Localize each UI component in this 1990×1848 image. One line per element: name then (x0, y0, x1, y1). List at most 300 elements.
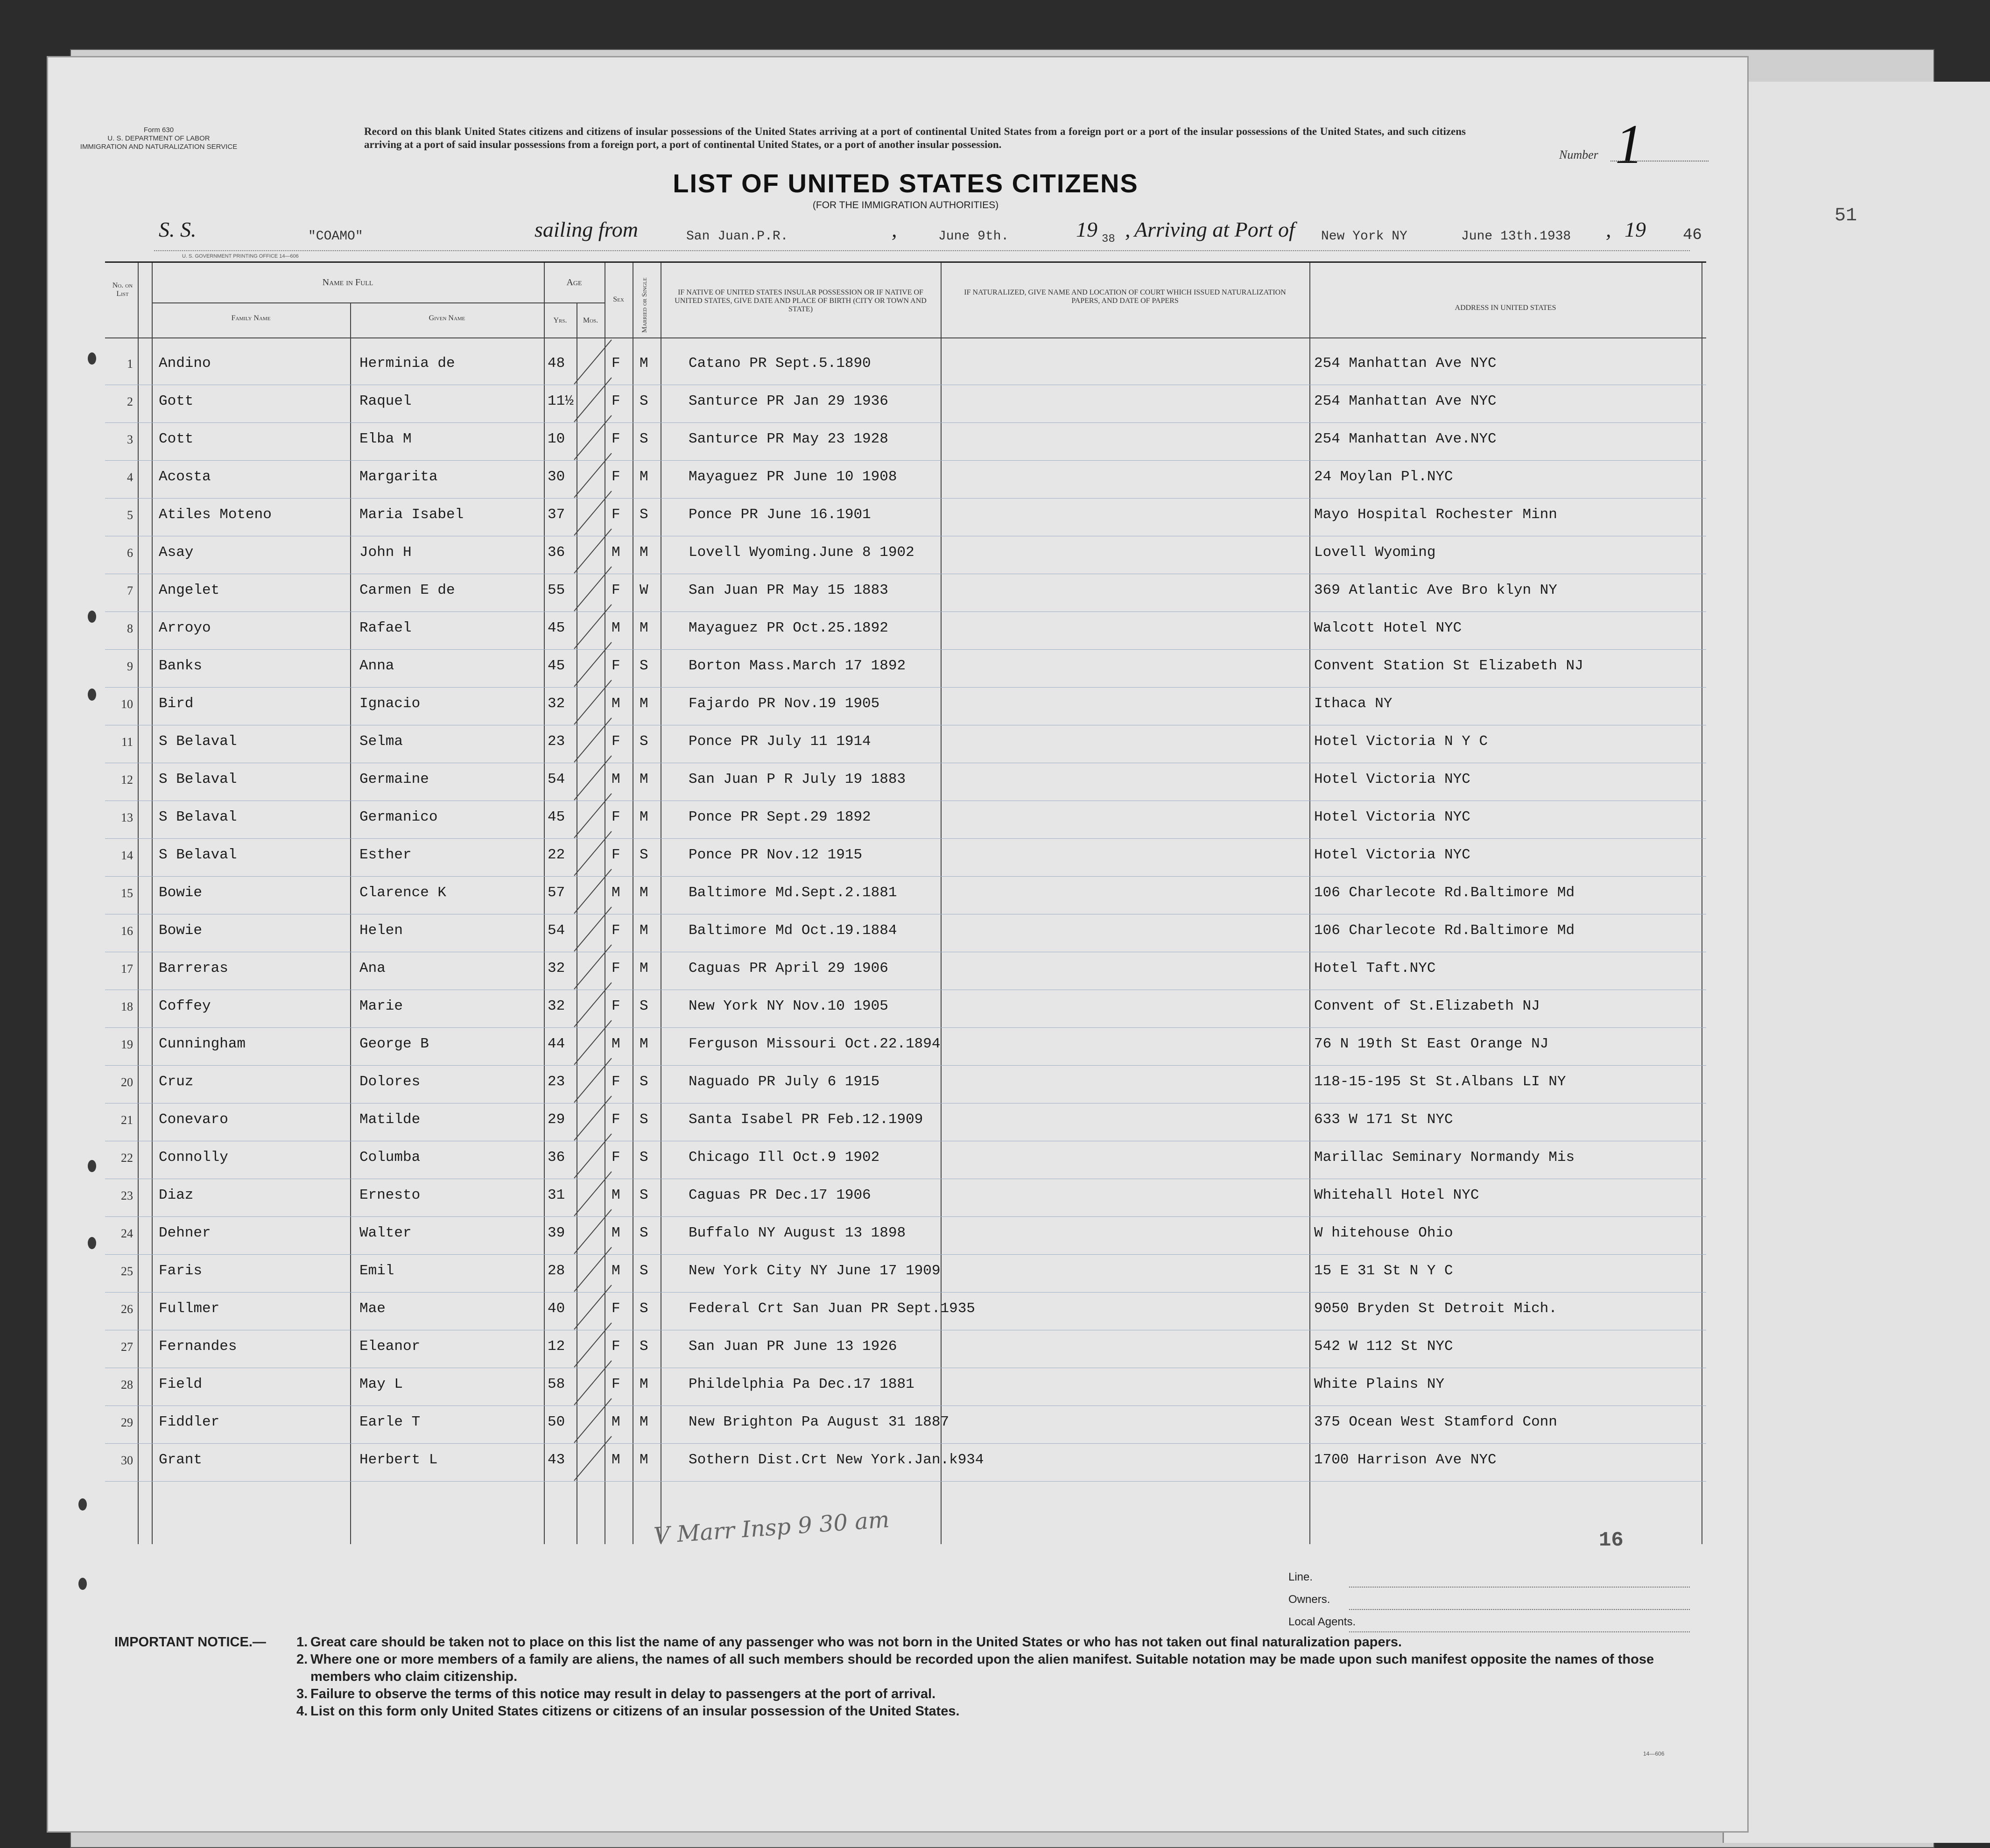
family-name: S Belaval (159, 847, 237, 863)
family-name: Grant (159, 1452, 203, 1468)
departure-year: 38 (1102, 233, 1115, 246)
us-address: 24 Moylan Pl.NYC (1314, 469, 1453, 485)
table-row (105, 460, 1706, 499)
family-name: Faris (159, 1263, 203, 1279)
us-address: 76 N 19th St East Orange NJ (1314, 1036, 1549, 1052)
marital-status: S (640, 1300, 648, 1317)
age-years: 40 (548, 1300, 565, 1317)
birth-place-date: Borton Mass.March 17 1892 (689, 658, 906, 674)
marital-status: W (640, 582, 648, 598)
marital-status: S (640, 1263, 648, 1279)
given-name: Ana (359, 960, 386, 977)
arrival-port: New York NY (1321, 229, 1407, 244)
marital-status: M (640, 771, 648, 787)
notice-item: 2. Where one or more members of a family are aliens, the names of all such members should be recorded upon the alien manifest. Suitable notation may be made upon such manifest opposite the names of those members who claim citizenship. (296, 1652, 1654, 1684)
given-name: Rafael (359, 620, 412, 636)
row-number: 22 (121, 1151, 133, 1165)
binding-hole (88, 1237, 96, 1249)
row-number: 30 (121, 1454, 133, 1467)
us-address: Mayo Hospital Rochester Minn (1314, 506, 1557, 523)
family-name: Bowie (159, 922, 203, 939)
marital-status: S (640, 1225, 648, 1241)
family-name: S Belaval (159, 733, 237, 750)
row-number: 18 (121, 1000, 133, 1013)
sex: M (612, 620, 620, 636)
age-years: 32 (548, 960, 565, 977)
page-title: LIST OF UNITED STATES CITIZENS (673, 169, 1139, 198)
table-row (105, 1027, 1706, 1066)
intro-instructions: Record on this blank United States citizens and citizens of insular possessions of the United States arriving at a port of continental United States from a foreign port or a port of the insular possessions of the United States, and such citizens arriving at a port of said insular possessions from a foreign port, a port of continental United States, or a port of another insular possession. (364, 126, 1466, 150)
birth-place-date: Ponce PR June 16.1901 (689, 506, 871, 523)
table-row (105, 763, 1706, 801)
notice-item: 1. Great care should be taken not to place on this list the name of any passenger who was not born in the United States or who has not taken out final naturalization papers. (296, 1635, 1402, 1650)
list-number-value: 1 (1615, 113, 1643, 175)
sex: F (612, 1149, 620, 1166)
given-name: John H (359, 544, 412, 561)
service-name: IMMIGRATION AND NATURALIZATION SERVICE (80, 143, 238, 151)
family-name: Fiddler (159, 1414, 220, 1430)
sex: F (612, 733, 620, 750)
table-row (105, 1065, 1706, 1103)
col-age-years: Yrs. (553, 316, 567, 324)
us-address: Hotel Victoria N Y C (1314, 733, 1488, 750)
sex: M (612, 1225, 620, 1241)
given-name: Raquel (359, 393, 412, 409)
table-row (105, 611, 1706, 650)
row-number: 7 (127, 584, 133, 597)
inspector-signature: V Marr Insp 9 30 am (653, 1506, 890, 1549)
age-years: 37 (548, 506, 565, 523)
us-address: W hitehouse Ohio (1314, 1225, 1453, 1241)
birth-place-date: Baltimore Md Oct.19.1884 (689, 922, 897, 939)
department-name: U. S. DEPARTMENT OF LABOR (107, 134, 210, 142)
sex: F (612, 431, 620, 447)
age-years: 43 (548, 1452, 565, 1468)
row-number: 24 (121, 1227, 133, 1240)
row-number: 25 (121, 1265, 133, 1278)
sex: M (612, 1187, 620, 1203)
departure-date: June 9th. (938, 229, 1009, 244)
given-name: Mae (359, 1300, 386, 1317)
ss-label: S. S. (159, 218, 197, 241)
table-row (105, 1443, 1706, 1482)
birth-place-date: Federal Crt San Juan PR Sept.1935 (689, 1300, 975, 1317)
age-years: 48 (548, 355, 565, 372)
table-row (105, 1103, 1706, 1141)
table-row (105, 1405, 1706, 1444)
sex: M (612, 771, 620, 787)
birth-place-date: Ponce PR July 11 1914 (689, 733, 871, 750)
us-address: 254 Manhattan Ave NYC (1314, 393, 1497, 409)
age-years: 10 (548, 431, 565, 447)
family-name: Barreras (159, 960, 228, 977)
table-row (105, 876, 1706, 914)
family-name: Fullmer (159, 1300, 220, 1317)
given-name: Earle T (359, 1414, 421, 1430)
sex: F (612, 355, 620, 372)
page-subtitle: (FOR THE IMMIGRATION AUTHORITIES) (812, 200, 999, 211)
sex: F (612, 1074, 620, 1090)
row-number: 13 (121, 811, 133, 824)
given-name: Clarence K (359, 885, 447, 901)
sex: F (612, 922, 620, 939)
marital-status: S (640, 847, 648, 863)
given-name: May L (359, 1376, 403, 1392)
birth-place-date: San Juan PR June 13 1926 (689, 1338, 897, 1355)
age-years: 54 (548, 771, 565, 787)
row-number: 1 (127, 357, 133, 371)
marital-status: M (640, 885, 648, 901)
sex: F (612, 393, 620, 409)
col-given-name: Given Name (429, 314, 465, 322)
given-name: Germanico (359, 809, 438, 825)
table-row (105, 385, 1706, 423)
marital-status: M (640, 1452, 648, 1468)
us-address: 254 Manhattan Ave.NYC (1314, 431, 1497, 447)
row-number: 27 (121, 1340, 133, 1354)
row-number: 28 (121, 1378, 133, 1391)
us-address: Hotel Victoria NYC (1314, 809, 1470, 825)
col-family-name: Family Name (231, 314, 271, 322)
col-age: Age (566, 277, 582, 288)
age-years: 50 (548, 1414, 565, 1430)
us-address: 1700 Harrison Ave NYC (1314, 1452, 1497, 1468)
arriving-label: Arriving at Port of (1134, 218, 1295, 241)
marital-status: S (640, 1187, 648, 1203)
us-address: 15 E 31 St N Y C (1314, 1263, 1453, 1279)
table-row (105, 914, 1706, 952)
age-years: 28 (548, 1263, 565, 1279)
family-name: Atiles Moteno (159, 506, 272, 523)
given-name: Anna (359, 658, 394, 674)
birth-place-date: Ponce PR Nov.12 1915 (689, 847, 863, 863)
marital-status: S (640, 1111, 648, 1128)
marital-status: M (640, 1376, 648, 1392)
given-name: Eleanor (359, 1338, 421, 1355)
birth-place-date: Lovell Wyoming.June 8 1902 (689, 544, 914, 561)
given-name: Ernesto (359, 1187, 421, 1203)
family-name: Banks (159, 658, 203, 674)
sex: F (612, 469, 620, 485)
given-name: Elba M (359, 431, 412, 447)
binding-hole (78, 1498, 87, 1511)
age-years: 22 (548, 847, 565, 863)
col-sex: Sex (613, 295, 624, 303)
age-years: 55 (548, 582, 565, 598)
family-name: Acosta (159, 469, 211, 485)
family-name: Fernandes (159, 1338, 237, 1355)
family-name: Connolly (159, 1149, 228, 1166)
birth-place-date: New York NY Nov.10 1905 (689, 998, 888, 1014)
form-number: Form 630 (143, 126, 174, 134)
departure-year-prefix: 19 (1076, 218, 1097, 241)
marital-status: M (640, 922, 648, 939)
row-number: 21 (121, 1113, 133, 1127)
col-married-single: Married or Single (641, 277, 648, 333)
family-name: Andino (159, 355, 211, 372)
binding-hole (88, 352, 96, 365)
side-page-number: 51 (1835, 205, 1857, 226)
marital-status: S (640, 998, 648, 1014)
table-row (105, 649, 1706, 688)
marital-status: M (640, 696, 648, 712)
sex: F (612, 809, 620, 825)
table-row (105, 838, 1706, 877)
table-row (105, 347, 1706, 385)
marital-status: S (640, 658, 648, 674)
table-row (105, 1368, 1706, 1406)
family-name: Conevaro (159, 1111, 228, 1128)
birth-place-date: San Juan P R July 19 1883 (689, 771, 906, 787)
birth-place-date: New Brighton Pa August 31 1887 (689, 1414, 949, 1430)
age-years: 44 (548, 1036, 565, 1052)
us-address: Ithaca NY (1314, 696, 1392, 712)
marital-status: S (640, 506, 648, 523)
row-number: 3 (127, 433, 133, 446)
marital-status: M (640, 620, 648, 636)
row-number: 15 (121, 886, 133, 900)
age-years: 29 (548, 1111, 565, 1128)
owners-label: Owners (1288, 1593, 1327, 1606)
arrival-year: 46 (1683, 226, 1702, 244)
us-address: 369 Atlantic Ave Bro klyn NY (1314, 582, 1557, 598)
sex: F (612, 998, 620, 1014)
table-row (105, 725, 1706, 763)
birth-place-date: Phildelphia Pa Dec.17 1881 (689, 1376, 914, 1392)
line-label: Line (1288, 1571, 1310, 1583)
us-address: Whitehall Hotel NYC (1314, 1187, 1479, 1203)
row-number: 10 (121, 697, 133, 711)
marital-status: M (640, 809, 648, 825)
birth-place-date: Santurce PR May 23 1928 (689, 431, 888, 447)
given-name: Marie (359, 998, 403, 1014)
notice-item: 3. Failure to observe the terms of this notice may result in delay to passengers at the port of arrival. (296, 1686, 936, 1701)
family-name: Cott (159, 431, 194, 447)
age-years: 45 (548, 809, 565, 825)
age-years: 45 (548, 658, 565, 674)
family-name: Diaz (159, 1187, 194, 1203)
family-name: Angelet (159, 582, 220, 598)
us-address: Lovell Wyoming (1314, 544, 1436, 561)
row-number: 8 (127, 622, 133, 635)
given-name: Ignacio (359, 696, 421, 712)
notice-item: 4. List on this form only United States citizens or citizens of an insular possession of the United States. (296, 1704, 960, 1719)
col-birth: IF NATIVE OF UNITED STATES INSULAR POSSESSION OR IF NATIVE OF UNITED STATES, GIVE DATE AND PLACE OF BIRTH (CITY OR TOWN AND STATE) (675, 288, 927, 313)
age-years: 31 (548, 1187, 565, 1203)
sex: M (612, 1263, 620, 1279)
given-name: Columba (359, 1149, 421, 1166)
birth-place-date: New York City NY June 17 1909 (689, 1263, 941, 1279)
birth-place-date: San Juan PR May 15 1883 (689, 582, 888, 598)
age-years: 32 (548, 696, 565, 712)
birth-place-date: Baltimore Md.Sept.2.1881 (689, 885, 897, 901)
birth-place-date: Santurce PR Jan 29 1936 (689, 393, 888, 409)
marital-status: M (640, 960, 648, 977)
given-name: Matilde (359, 1111, 421, 1128)
voyage-line: S. S. "COAMO" sailing from San Juan.P.R. , June 9th. 19 38 , Arriving at Port of New York NY June 13th.1938 , 19 46 (159, 218, 1702, 246)
family-name: Field (159, 1376, 203, 1392)
row-number: 19 (121, 1038, 133, 1051)
marital-status: M (640, 544, 648, 561)
us-address: Marillac Seminary Normandy Mis (1314, 1149, 1575, 1166)
us-address: Convent of St.Elizabeth NJ (1314, 998, 1540, 1014)
marital-status: M (640, 355, 648, 372)
stamp-number: 16 (1599, 1529, 1624, 1552)
given-name: Dolores (359, 1074, 421, 1090)
passenger-rows (105, 347, 1706, 1476)
row-number: 16 (121, 924, 133, 938)
us-address: 106 Charlecote Rd.Baltimore Md (1314, 885, 1575, 901)
given-name: Herminia de (359, 355, 455, 372)
row-number: 29 (121, 1416, 133, 1429)
table-row (105, 952, 1706, 990)
col-no-on-list: No. on List (112, 281, 133, 298)
us-address: White Plains NY (1314, 1376, 1445, 1392)
age-years: 23 (548, 1074, 565, 1090)
check-mark-icon (572, 1434, 614, 1485)
row-number: 23 (121, 1189, 133, 1202)
given-name: Esther (359, 847, 412, 863)
row-number: 11 (121, 735, 133, 749)
printer-line: U. S. GOVERNMENT PRINTING OFFICE 14—606 (182, 253, 299, 259)
sex: F (612, 1111, 620, 1128)
us-address: Convent Station St Elizabeth NJ (1314, 658, 1583, 674)
family-name: Bird (159, 696, 194, 712)
age-years: 32 (548, 998, 565, 1014)
table-row (105, 1141, 1706, 1179)
row-number: 26 (121, 1302, 133, 1316)
given-name: Herbert L (359, 1452, 438, 1468)
binding-hole (88, 689, 96, 701)
row-number: 2 (127, 395, 133, 408)
table-row (105, 1292, 1706, 1330)
birth-place-date: Naguado PR July 6 1915 (689, 1074, 880, 1090)
sex: F (612, 847, 620, 863)
sailing-from-label: sailing from (534, 218, 638, 241)
table-row (105, 1179, 1706, 1217)
given-name: Helen (359, 922, 403, 939)
given-name: Maria Isabel (359, 506, 464, 523)
row-number: 9 (127, 660, 133, 673)
sex: M (612, 1414, 620, 1430)
marital-status: S (640, 1074, 648, 1090)
sex: M (612, 544, 620, 561)
binding-hole (88, 1160, 96, 1172)
sex: F (612, 658, 620, 674)
sex: F (612, 1376, 620, 1392)
us-address: 106 Charlecote Rd.Baltimore Md (1314, 922, 1575, 939)
birth-place-date: Catano PR Sept.5.1890 (689, 355, 871, 372)
family-name: Arroyo (159, 620, 211, 636)
family-name: Gott (159, 393, 194, 409)
list-number-label: Number (1559, 148, 1598, 162)
sex: F (612, 1338, 620, 1355)
age-years: 45 (548, 620, 565, 636)
table-row (105, 574, 1706, 612)
family-name: Asay (159, 544, 194, 561)
us-address: 633 W 171 St NYC (1314, 1111, 1453, 1128)
row-number: 12 (121, 773, 133, 787)
age-years: 54 (548, 922, 565, 939)
us-address: 9050 Bryden St Detroit Mich. (1314, 1300, 1557, 1317)
birth-place-date: Fajardo PR Nov.19 1905 (689, 696, 880, 712)
birth-place-date: Santa Isabel PR Feb.12.1909 (689, 1111, 923, 1128)
family-name: S Belaval (159, 771, 237, 787)
passenger-table (105, 261, 1706, 1544)
col-naturalized: IF NATURALIZED, GIVE NAME AND LOCATION OF COURT WHICH ISSUED NATURALIZATION PAPERS, AND DATE OF PAPERS (964, 288, 1286, 305)
given-name: Carmen E de (359, 582, 455, 598)
given-name: George B (359, 1036, 429, 1052)
departure-port: San Juan.P.R. (686, 229, 788, 244)
birth-place-date: Mayaguez PR Oct.25.1892 (689, 620, 888, 636)
birth-place-date: Buffalo NY August 13 1898 (689, 1225, 906, 1241)
agent-fields: Line. Owners. Local Agents. (1288, 1571, 1690, 1638)
row-number: 4 (127, 471, 133, 484)
binding-hole (78, 1578, 87, 1590)
list-number-rule (1610, 161, 1709, 162)
family-name: Bowie (159, 885, 203, 901)
age-years: 30 (548, 469, 565, 485)
us-address: Hotel Victoria NYC (1314, 847, 1470, 863)
given-name: Margarita (359, 469, 438, 485)
us-address: Hotel Taft.NYC (1314, 960, 1436, 977)
marital-status: S (640, 393, 648, 409)
marital-status: S (640, 431, 648, 447)
birth-place-date: Ponce PR Sept.29 1892 (689, 809, 871, 825)
family-name: Cruz (159, 1074, 194, 1090)
table-row (105, 687, 1706, 725)
sex: F (612, 1300, 620, 1317)
family-name: S Belaval (159, 809, 237, 825)
sex: F (612, 582, 620, 598)
age-years: 36 (548, 1149, 565, 1166)
family-name: Cunningham (159, 1036, 246, 1052)
arrival-date: June 13th.1938 (1461, 229, 1571, 244)
marital-status: S (640, 1338, 648, 1355)
col-name-in-full: Name in Full (322, 277, 373, 288)
given-name: Emil (359, 1263, 394, 1279)
row-number: 6 (127, 546, 133, 560)
col-age-months: Mos. (583, 316, 598, 324)
age-years: 57 (548, 885, 565, 901)
sex: M (612, 885, 620, 901)
row-number: 17 (121, 962, 133, 976)
local-agents-label: Local Agents (1288, 1616, 1353, 1628)
table-row (105, 1330, 1706, 1368)
notice-heading: IMPORTANT NOTICE.— (114, 1635, 266, 1650)
us-address: Hotel Victoria NYC (1314, 771, 1470, 787)
row-number: 5 (127, 508, 133, 522)
age-years: 36 (548, 544, 565, 561)
marital-status: S (640, 733, 648, 750)
sex: M (612, 696, 620, 712)
marital-status: S (640, 1149, 648, 1166)
ship-name: "COAMO" (308, 229, 363, 244)
birth-place-date: Mayaguez PR June 10 1908 (689, 469, 897, 485)
age-years: 11½ (548, 393, 574, 409)
table-row (105, 422, 1706, 461)
arrival-year-prefix: 19 (1624, 218, 1646, 241)
birth-place-date: Chicago Ill Oct.9 1902 (689, 1149, 880, 1166)
age-years: 23 (548, 733, 565, 750)
binding-hole (88, 611, 96, 623)
adjacent-page (1723, 82, 1990, 1843)
table-row (105, 536, 1706, 574)
form-identifier (51, 126, 266, 151)
table-row (105, 498, 1706, 536)
marital-status: M (640, 1036, 648, 1052)
bottom-form-code: 14—606 (1643, 1750, 1665, 1757)
